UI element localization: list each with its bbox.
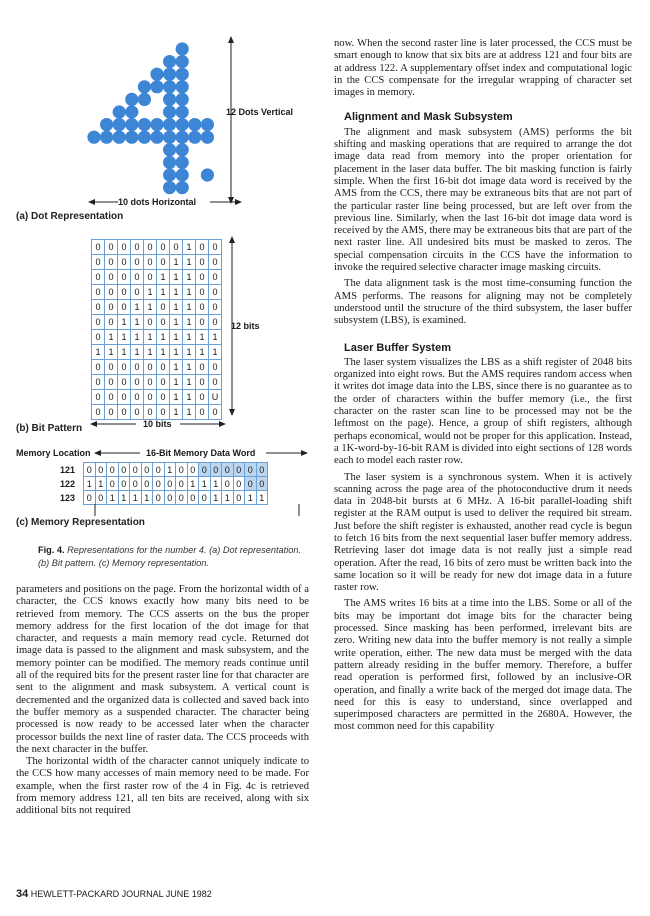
- bit-cell: 0: [92, 330, 105, 345]
- heading-laser-buffer: Laser Buffer System: [344, 341, 451, 354]
- bit-cell: 0: [131, 255, 144, 270]
- left-paragraph-1: parameters and positions on the page. From the horizontal width of a character, the CCS knows exactly how many bits need to be retrieved from memory. The CCS asserts on the bus the proper memory address for the first location of the dot image for that character, and requests a main memory read cycle. Returned dot image data is passed to the alignment and mask subsystem, and the memory pointer can be modified. The memory reads continue until all of the required bits for the present raster line for that character are sent to the alignment and mask subsystem. A vertical count is decremented and the organized data is collected and saved back into the buffer memory as a suspended character. The character being processed is now ready to be accessed later when the character processor builds the next line of raster data. The CCS proceeds with the next character in the buffer.: [16, 584, 309, 755]
- bit-cell: 1: [157, 285, 170, 300]
- bit-cell: 0: [144, 270, 157, 285]
- bit-cell: 0: [131, 270, 144, 285]
- memory-address: 122: [60, 478, 76, 489]
- memory-bit-cell: 0: [130, 463, 142, 477]
- memory-bit-cell: 0: [95, 463, 107, 477]
- dot: [163, 143, 176, 156]
- dot: [150, 118, 163, 131]
- bit-cell: 0: [118, 240, 131, 255]
- memory-bit-cell: 0: [84, 463, 96, 477]
- memory-bit-cell: 0: [222, 463, 234, 477]
- bit-cell: 1: [170, 405, 183, 420]
- memory-bit-cell: 0: [256, 477, 268, 491]
- bit-cell: 1: [183, 255, 196, 270]
- bit-cell: 0: [92, 375, 105, 390]
- bit-cell: 0: [209, 270, 222, 285]
- bit-cell: 1: [209, 330, 222, 345]
- memory-bit-cell: 0: [187, 463, 199, 477]
- dot: [163, 181, 176, 194]
- bit-cell: 0: [131, 375, 144, 390]
- bit-cell: 0: [157, 390, 170, 405]
- dot: [113, 105, 126, 118]
- memory-bit-cell: 1: [199, 477, 211, 491]
- bit-row: [92, 285, 222, 300]
- memory-bit-cell: 1: [187, 477, 199, 491]
- memory-bit-cell: 0: [233, 477, 245, 491]
- left-column: [16, 584, 309, 818]
- bit-cell: 1: [131, 315, 144, 330]
- dot: [113, 131, 126, 144]
- memory-grid: [60, 462, 268, 505]
- memory-bit-cell: 0: [233, 463, 245, 477]
- bit-cell: 0: [105, 315, 118, 330]
- dots-horizontal-label: 10 dots Horizontal: [118, 197, 197, 207]
- bit-cell: 1: [131, 300, 144, 315]
- bit-cell: 0: [131, 285, 144, 300]
- memory-row: [60, 477, 268, 491]
- bit-cell: 1: [170, 360, 183, 375]
- bit-row: [92, 300, 222, 315]
- bit-cell: 1: [170, 330, 183, 345]
- bit-cell: 1: [183, 330, 196, 345]
- memory-bit-cell: 0: [210, 463, 222, 477]
- bit-cell: 1: [183, 300, 196, 315]
- dot: [138, 131, 151, 144]
- dot: [176, 181, 189, 194]
- bit-cell: 0: [105, 405, 118, 420]
- memory-bit-cell: 0: [107, 463, 119, 477]
- dot: [138, 93, 151, 106]
- bit-cell: 1: [183, 285, 196, 300]
- bit-cell: 0: [105, 390, 118, 405]
- dot: [188, 131, 201, 144]
- bit-cell: 0: [209, 360, 222, 375]
- memory-bit-cell: 1: [130, 491, 142, 505]
- memory-bit-cell: 1: [84, 477, 96, 491]
- bit-cell: 0: [144, 375, 157, 390]
- memory-bit-cell: 0: [95, 491, 107, 505]
- bit-row: [92, 270, 222, 285]
- dot: [163, 168, 176, 181]
- dot: [176, 168, 189, 181]
- memory-bit-cell: 0: [245, 477, 257, 491]
- memory-bit-cell: 0: [164, 477, 176, 491]
- dot: [176, 42, 189, 55]
- bit-cell: 0: [170, 240, 183, 255]
- bit-cell: 0: [92, 315, 105, 330]
- bit-row: [92, 240, 222, 255]
- memory-bit-cell: 1: [118, 491, 130, 505]
- bit-cell: 0: [144, 390, 157, 405]
- bit-cell: 1: [183, 270, 196, 285]
- bit-cell: 0: [118, 390, 131, 405]
- bit-cell: 0: [196, 270, 209, 285]
- dot: [163, 105, 176, 118]
- bit-cell: 0: [92, 270, 105, 285]
- bit-cell: 0: [105, 285, 118, 300]
- bit-cell: 0: [209, 315, 222, 330]
- right-intro: now. When the second raster line is later processed, the CCS must be smart enough to know that six bits are at address 121 and four bits are at address 122. A supplementary offset index and computational logic in the CCS compensate for the irregular wrapping of character set images in memory.: [334, 38, 632, 99]
- bit-cell: 1: [183, 390, 196, 405]
- bit-cell: 0: [196, 375, 209, 390]
- dot-matrix: [87, 42, 214, 194]
- bit-cell: 1: [105, 345, 118, 360]
- bit-cell: 1: [118, 345, 131, 360]
- bit-cell: 0: [209, 300, 222, 315]
- journal-name: HEWLETT-PACKARD JOURNAL JUNE 1982: [30, 889, 212, 899]
- memory-bit-cell: 0: [153, 463, 165, 477]
- memory-bit-cell: 0: [176, 463, 188, 477]
- bit-cell: 0: [144, 315, 157, 330]
- bit-cell: 0: [196, 255, 209, 270]
- figure-label-c: (c) Memory Representation: [16, 517, 145, 528]
- bit-cell: 1: [144, 285, 157, 300]
- bit-cell: 0: [105, 300, 118, 315]
- memory-bit-cell: 1: [245, 491, 257, 505]
- dot: [163, 156, 176, 169]
- dot: [138, 118, 151, 131]
- memory-bit-cell: 1: [210, 491, 222, 505]
- bit-cell: 1: [183, 405, 196, 420]
- bit-cell: 1: [157, 330, 170, 345]
- dot: [125, 105, 138, 118]
- dot: [163, 131, 176, 144]
- bit-cell: 1: [157, 345, 170, 360]
- bit-cell: 1: [144, 300, 157, 315]
- lbs-paragraph-3: The AMS writes 16 bits at a time into the LBS. Some or all of the bits may be important dot image bits for the character being processed. Since masking has been performed, irrelevant bits are zero. Writing new data into the buffer memory is not really a simple write operation, either. The new data must be merged with the data pattern already residing in the buffer memory. Therefore, a buffer read operation is performed first, followed by an inclusive-OR operation, and finally a write back of the merged dot image data. The need for this is easy to understand, since overlapped and superimposed characters are permitted in the 2680A. However, the most common need for this capability: [334, 598, 632, 733]
- bit-cell: 1: [170, 285, 183, 300]
- bit-cell: 1: [157, 270, 170, 285]
- dot: [163, 80, 176, 93]
- bit-cell: 1: [92, 345, 105, 360]
- figure-label-b: (b) Bit Pattern: [16, 423, 83, 434]
- bit-cell: 0: [105, 255, 118, 270]
- bit-cell: 0: [157, 360, 170, 375]
- dot: [150, 131, 163, 144]
- bit-cell: 1: [131, 330, 144, 345]
- bit-cell: 0: [92, 240, 105, 255]
- figure-caption: [38, 544, 302, 570]
- memory-bit-cell: 0: [130, 477, 142, 491]
- bit-cell: 1: [183, 240, 196, 255]
- bit-cell: 1: [144, 330, 157, 345]
- memory-bit-cell: 0: [164, 491, 176, 505]
- bit-cell: 1: [105, 330, 118, 345]
- memory-bit-cell: 0: [187, 491, 199, 505]
- dot: [201, 118, 214, 131]
- dot: [188, 118, 201, 131]
- dot: [176, 80, 189, 93]
- dot: [100, 131, 113, 144]
- bit-cell: 0: [118, 270, 131, 285]
- bit-cell: 1: [170, 255, 183, 270]
- dot: [163, 55, 176, 68]
- page-number: 34: [16, 888, 29, 900]
- memory-bit-cell: 1: [95, 477, 107, 491]
- memory-bit-cell: 0: [199, 463, 211, 477]
- bit-pattern-grid: [91, 239, 222, 420]
- bit-cell: 0: [157, 300, 170, 315]
- bit-cell: 0: [118, 375, 131, 390]
- caption-prefix: Fig. 4.: [38, 545, 65, 555]
- dot: [163, 68, 176, 81]
- dot: [176, 93, 189, 106]
- bit-row: [92, 375, 222, 390]
- bit-cell: 0: [92, 300, 105, 315]
- bit-cell: 0: [118, 255, 131, 270]
- dot: [125, 118, 138, 131]
- bit-cell: 1: [170, 300, 183, 315]
- bit-cell: 0: [118, 405, 131, 420]
- memory-bit-cell: 0: [141, 477, 153, 491]
- dot: [138, 80, 151, 93]
- bit-cell: 1: [183, 360, 196, 375]
- bit-cell: 1: [144, 345, 157, 360]
- bit-cell: 0: [196, 390, 209, 405]
- bit-cell: 0: [118, 285, 131, 300]
- memory-bit-cell: 0: [176, 477, 188, 491]
- memory-row: [60, 491, 268, 505]
- memory-row: [60, 463, 268, 477]
- bit-cell: 0: [196, 315, 209, 330]
- memory-bit-cell: 0: [256, 463, 268, 477]
- bit-cell: U: [209, 390, 222, 405]
- bit-cell: 0: [144, 240, 157, 255]
- bit-cell: 0: [196, 285, 209, 300]
- bits-horizontal-label: 10 bits: [143, 419, 172, 429]
- bit-cell: 0: [118, 360, 131, 375]
- memory-word-label: 16-Bit Memory Data Word: [146, 448, 256, 458]
- dot: [87, 131, 100, 144]
- memory-bit-cell: 1: [107, 491, 119, 505]
- bit-cell: 0: [131, 360, 144, 375]
- dot: [113, 118, 126, 131]
- memory-address: 123: [60, 492, 76, 503]
- memory-bracket: [94, 504, 310, 518]
- memory-bit-cell: 0: [118, 463, 130, 477]
- bit-row: [92, 315, 222, 330]
- bit-cell: 0: [131, 405, 144, 420]
- left-paragraph-2: The horizontal width of the character cannot uniquely indicate to the CCS how many accesses of main memory need to be made. For example, when the first raster row of the 4 in Fig. 4c is retrieved from memory address 121, all ten bits are received, along with six additional bits not required: [16, 756, 309, 817]
- bit-cell: 1: [118, 315, 131, 330]
- dot: [176, 105, 189, 118]
- bit-cell: 1: [196, 330, 209, 345]
- dot: [150, 80, 163, 93]
- bit-cell: 1: [183, 345, 196, 360]
- dot: [201, 168, 214, 181]
- dot: [176, 143, 189, 156]
- bit-cell: 0: [196, 300, 209, 315]
- bit-cell: 0: [144, 360, 157, 375]
- caption-text: Representations for the number 4. (a) Dot representation. (b) Bit pattern. (c) Memory representation.: [38, 545, 302, 568]
- dot: [163, 118, 176, 131]
- bit-cell: 0: [105, 360, 118, 375]
- bit-cell: 1: [170, 390, 183, 405]
- dot: [163, 93, 176, 106]
- bit-cell: 1: [209, 345, 222, 360]
- bits-vertical-label: 12 bits: [231, 321, 260, 331]
- bit-cell: 0: [131, 240, 144, 255]
- dot: [125, 93, 138, 106]
- bit-cell: 0: [209, 375, 222, 390]
- bit-cell: 1: [183, 315, 196, 330]
- bit-cell: 0: [144, 405, 157, 420]
- bit-cell: 0: [209, 240, 222, 255]
- memory-bit-cell: 0: [107, 477, 119, 491]
- dot: [176, 131, 189, 144]
- bit-cell: 1: [131, 345, 144, 360]
- dot: [125, 131, 138, 144]
- bit-cell: 0: [157, 315, 170, 330]
- memory-bit-cell: 0: [118, 477, 130, 491]
- bit-cell: 0: [196, 360, 209, 375]
- bit-cell: 1: [170, 270, 183, 285]
- memory-bit-cell: 0: [222, 477, 234, 491]
- bit-cell: 0: [92, 405, 105, 420]
- bit-cell: 0: [209, 255, 222, 270]
- page-footer: [16, 888, 212, 900]
- bit-cell: 0: [131, 390, 144, 405]
- dot: [176, 118, 189, 131]
- dot: [201, 131, 214, 144]
- bit-cell: 0: [92, 360, 105, 375]
- bit-row: [92, 360, 222, 375]
- bit-cell: 0: [105, 270, 118, 285]
- bit-cell: 0: [196, 405, 209, 420]
- bit-cell: 0: [92, 285, 105, 300]
- bit-cell: 0: [105, 240, 118, 255]
- dot-representation: [80, 30, 320, 220]
- bit-cell: 0: [92, 390, 105, 405]
- bit-cell: 1: [170, 375, 183, 390]
- bit-row: [92, 330, 222, 345]
- memory-bit-cell: 0: [153, 477, 165, 491]
- lbs-paragraph-1: The laser system visualizes the LBS as a shift register of 2048 bits organized into eight rows. But the AMS requires random access when it writes dot image data into the LBS, since there is no guarantee as to the order of characters within the buffer memory (i.e., the first character on the raster scan line to be processed may not be the leftmost on the page). Hence, a group of shift registers, although perhaps economical, would not be proper for this application. Instead, a 1K-word-by-16-bit RAM is divided into eight sections of 128 words each to model each raster row.: [334, 356, 632, 467]
- bit-cell: 1: [196, 345, 209, 360]
- lbs-paragraph-2: The laser system is a synchronous system. When it is actively scanning across the page area of the photoconductive drum it needs data in 2048-bit bursts at 6 MHz. A 16-bit parallel-loading shift register at the RAM output is used to deliver the required bit stream. Just before the shift register is exhausted, another read cycle is begun to fetch 16 bits from the next sequential laser buffer memory address. Retrieving laser dot image data is not really just a simple read operation. After the read, 16 bits of zero must be written back into the same location so it will be ready for new dot image data in a future raster row.: [334, 471, 632, 594]
- dot: [176, 68, 189, 81]
- memory-bit-cell: 0: [84, 491, 96, 505]
- bit-cell: 0: [157, 375, 170, 390]
- bit-cell: 0: [144, 255, 157, 270]
- bit-row: [92, 255, 222, 270]
- dots-vertical-label: 12 Dots Vertical: [226, 107, 294, 117]
- bit-cell: 1: [170, 315, 183, 330]
- bit-cell: 0: [196, 240, 209, 255]
- bit-cell: 1: [170, 345, 183, 360]
- memory-bit-cell: 1: [222, 491, 234, 505]
- memory-address: 121: [60, 464, 76, 475]
- bit-row: [92, 345, 222, 360]
- memory-bit-cell: 1: [210, 477, 222, 491]
- dot: [150, 68, 163, 81]
- bit-cell: 0: [92, 255, 105, 270]
- memory-bit-cell: 1: [256, 491, 268, 505]
- ams-paragraph-2: The data alignment task is the most time-consuming function the AMS performs. The reasons for aligning may not be completely understood until the structure of the third subsystem, the laser buffer subsystem (LBS), is examined.: [334, 278, 632, 327]
- dot: [176, 55, 189, 68]
- bit-cell: 0: [209, 285, 222, 300]
- memory-bit-cell: 0: [176, 491, 188, 505]
- memory-bit-cell: 0: [199, 491, 211, 505]
- memory-bit-cell: 1: [141, 491, 153, 505]
- bit-cell: 0: [209, 405, 222, 420]
- memory-bit-cell: 0: [245, 463, 257, 477]
- memory-bit-cell: 0: [153, 491, 165, 505]
- right-column: [334, 38, 632, 734]
- figure-label-a: (a) Dot Representation: [16, 211, 124, 222]
- bit-cell: 0: [157, 405, 170, 420]
- bit-cell: 0: [157, 255, 170, 270]
- bit-cell: 0: [157, 240, 170, 255]
- dot: [176, 156, 189, 169]
- bit-cell: 1: [183, 375, 196, 390]
- bit-cell: 1: [118, 330, 131, 345]
- bit-cell: 0: [118, 300, 131, 315]
- heading-alignment-mask: Alignment and Mask Subsystem: [344, 111, 513, 124]
- memory-bit-cell: 1: [164, 463, 176, 477]
- memory-bit-cell: 0: [141, 463, 153, 477]
- bit-cell: 0: [105, 375, 118, 390]
- bit-row: [92, 390, 222, 405]
- dot: [100, 118, 113, 131]
- memory-location-label: Memory Location: [16, 448, 91, 458]
- memory-bit-cell: 0: [233, 491, 245, 505]
- ams-paragraph-1: The alignment and mask subsystem (AMS) performs the bit shifting and masking operations that are required to arrange the dot image data read from memory into the proper orientation for placement in the laser data buffer. The bit masking function is fairly simple. When the first 16-bit dot image data word is received by the AMS from the CCS, there may be extraneous bits that are not part of the particular raster line being processed, but are left over from the previous line. Similarly, when the last 16-bit dot image data word is received by the AMS, there may be extraneous bits that are part of the next raster line. All undesired bits must be masked to zeros. The special compensation circuits in the CCS have the information to invoke the required selective character image masking circuits.: [334, 126, 632, 274]
